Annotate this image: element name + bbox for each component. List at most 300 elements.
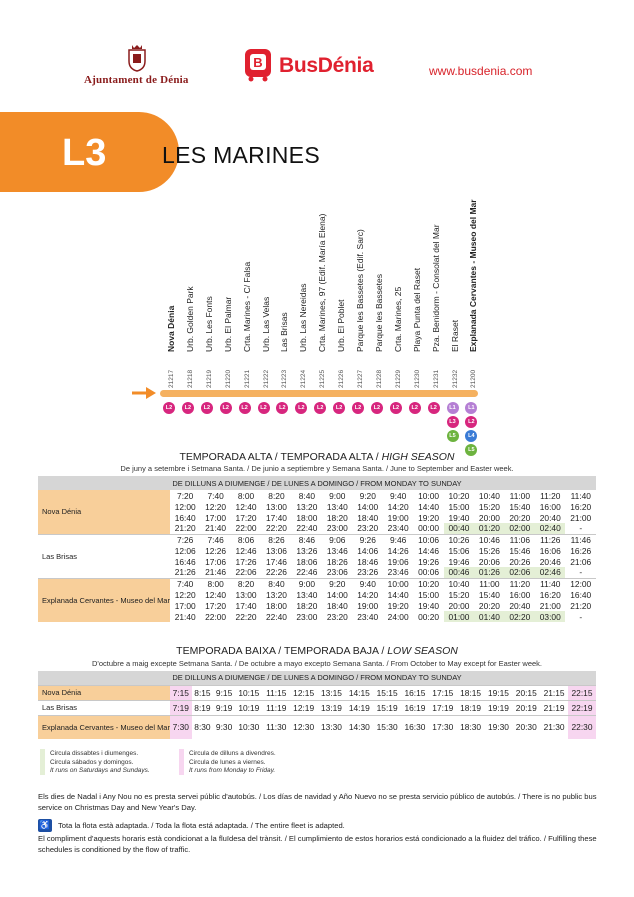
stop-code-label: 21224 xyxy=(300,369,308,388)
time-cell: - xyxy=(579,523,583,534)
time-cell: 11:00 xyxy=(509,490,530,501)
stop-name-column xyxy=(390,184,408,380)
stop-name-column xyxy=(409,184,427,380)
line-badge-l2: L2 xyxy=(333,402,345,414)
time-cell: 12:40 xyxy=(235,501,257,512)
time-cell: 20:20 xyxy=(478,600,500,611)
stop-name: Urb. Les Fonts xyxy=(203,296,214,352)
time-cell: 16:19 xyxy=(401,700,429,715)
line-badge-l2: L2 xyxy=(163,402,175,414)
time-cell: 8:40 xyxy=(298,490,316,501)
time-cell: 13:00 xyxy=(235,589,257,600)
time-cell: 8:00 xyxy=(237,490,255,501)
time-cell: 12:06 xyxy=(174,545,196,556)
time-cell: 17:26 xyxy=(235,556,257,567)
time-cell: 16:15 xyxy=(401,685,429,700)
table-row xyxy=(38,715,596,739)
time-cell: 20:06 xyxy=(478,556,500,567)
line-badge-l5: L5 xyxy=(447,430,459,442)
time-cell: 17:20 xyxy=(235,512,257,523)
time-cell: 12:20 xyxy=(174,589,196,600)
stop-name: Parque les Bassetes (Edif. Sarc) xyxy=(355,229,365,352)
time-cell: 19:20 xyxy=(387,600,409,611)
stop-name: Urb. El Palmar xyxy=(222,296,233,352)
table-row xyxy=(38,490,596,501)
time-cell: 10:26 xyxy=(444,534,474,545)
time-cell: 02:20 xyxy=(505,611,535,622)
time-cell: 22:26 xyxy=(265,567,287,578)
city-council-label: Ajuntament de Dénia xyxy=(84,74,189,86)
time-cell: 20:40 xyxy=(509,600,531,611)
time-cell: 7:40 xyxy=(207,490,224,501)
direction-arrow-icon xyxy=(132,387,156,399)
stop-code xyxy=(333,358,351,392)
stop-code xyxy=(465,358,483,392)
stop-name: Crta. Marines - C/ Falsa xyxy=(241,261,252,352)
time-cell: 20:00 xyxy=(478,512,500,523)
time-cell: 18:46 xyxy=(357,556,379,567)
time-cell: 7:46 xyxy=(200,534,230,545)
line-badge-l2: L2 xyxy=(409,402,421,414)
route-line xyxy=(160,390,478,397)
time-cell: 11:40 xyxy=(535,578,565,589)
time-cell: 19:46 xyxy=(448,556,470,567)
time-cell: 14:26 xyxy=(387,545,409,556)
stop-name: Urb. Las Nereidas xyxy=(298,283,309,352)
stop-cell: Explanada Cervantes - Museo del Mar xyxy=(38,715,170,739)
time-cell: 21:20 xyxy=(174,523,196,534)
time-cell: 01:20 xyxy=(474,523,504,534)
time-cell: 9:40 xyxy=(389,490,407,501)
table-row xyxy=(38,578,596,589)
stop-code-label: 21231 xyxy=(432,369,440,388)
time-cell: 21:46 xyxy=(205,567,227,578)
time-cell: 9:40 xyxy=(353,578,383,589)
stop-code-label: 21225 xyxy=(319,369,327,388)
stop-name: Crta. Marines, 97 (Edif. María Elena) xyxy=(317,213,328,352)
time-cell: 15:19 xyxy=(373,700,401,715)
time-cell: 14:00 xyxy=(326,589,348,600)
time-cell: 9:20 xyxy=(359,490,376,501)
time-cell: 7:20 xyxy=(177,490,194,501)
stop-name-column xyxy=(239,184,257,380)
stop-name-column xyxy=(201,184,219,380)
time-cell: 22:00 xyxy=(205,611,227,622)
time-cell: 7:26 xyxy=(170,534,200,545)
time-cell: 03:00 xyxy=(535,611,565,622)
time-cell: 22:40 xyxy=(296,523,318,534)
time-cell: 14:20 xyxy=(357,589,379,600)
stop-code xyxy=(258,358,276,392)
time-cell: 10:40 xyxy=(478,490,500,501)
time-cell: 10:15 xyxy=(235,685,263,700)
line-badge-l1: L1 xyxy=(465,402,477,414)
fleet-note: Tota la flota està adaptada. / Toda la flota está adaptada. / The entire fleet is adapted. xyxy=(58,821,345,830)
stop-name-column xyxy=(295,184,313,380)
time-cell: 19:40 xyxy=(418,600,440,611)
time-cell: 9:00 xyxy=(292,578,322,589)
time-cell: 21:00 xyxy=(570,512,592,523)
bus-logo-icon xyxy=(244,48,272,82)
time-cell: 24:00 xyxy=(387,611,409,622)
time-cell: 13:06 xyxy=(265,545,287,556)
time-cell: 12:26 xyxy=(205,545,227,556)
time-cell: 15:06 xyxy=(448,545,470,556)
line-badge-l2: L2 xyxy=(239,402,251,414)
time-cell: 13:00 xyxy=(265,501,287,512)
time-cell: 19:00 xyxy=(357,600,379,611)
time-cell: 11:15 xyxy=(263,685,290,700)
time-cell: 16:20 xyxy=(539,589,561,600)
legend-swatch-weekend xyxy=(40,749,45,775)
time-cell: - xyxy=(579,567,583,578)
time-cell: 00:40 xyxy=(444,523,474,534)
low-season-title: TEMPORADA BAIXA / TEMPORADA BAJA / LOW SEASON xyxy=(176,645,458,657)
line-badge-l2: L2 xyxy=(428,402,440,414)
low-season-subtitle: D'octubre a maig excepte Setmana Santa. / De octubre a mayo excepto Semana Santa. / From October to May except for Easter week. xyxy=(92,659,542,668)
time-cell: 11:00 xyxy=(474,578,504,589)
stop-name-column xyxy=(352,184,370,380)
time-cell: 8:20 xyxy=(268,490,285,501)
line-badge-l2: L2 xyxy=(295,402,307,414)
time-cell: 8:19 xyxy=(192,700,214,715)
table-row xyxy=(38,700,596,715)
stop-name: Urb. Golden Park xyxy=(184,286,195,352)
time-cell: 22:15 xyxy=(568,685,596,700)
time-cell: 23:40 xyxy=(387,523,409,534)
time-cell: 22:20 xyxy=(265,523,287,534)
time-cell: 20:00 xyxy=(448,600,470,611)
time-cell: 02:00 xyxy=(505,523,535,534)
time-cell: 16:46 xyxy=(174,556,196,567)
stop-code-label: 21221 xyxy=(243,369,251,388)
stop-name: Crta. Marines, 25 xyxy=(392,286,403,352)
time-cell: 8:30 xyxy=(192,715,214,739)
stop-name-column xyxy=(276,184,294,380)
time-cell: 18:30 xyxy=(457,715,485,739)
wheelchair-icon: ♿ xyxy=(39,820,51,830)
time-cell: 20:26 xyxy=(509,556,531,567)
time-cell: 02:46 xyxy=(535,567,565,578)
line-badge-l2: L2 xyxy=(182,402,194,414)
time-cell: 22:30 xyxy=(568,715,596,739)
stop-name: Parque les Bassetes xyxy=(373,274,384,352)
traffic-note: El compliment d'aquests horaris està condicionat a la fluïdesa del trànsit. / El cumplimiento de estos horarios está condicionado a la fluidez del tráfico. / Fulfilling these schedules is conditioned by the flow of traffic. xyxy=(38,834,597,854)
time-cell: 11:30 xyxy=(263,715,290,739)
time-cell: 8:40 xyxy=(261,578,291,589)
time-cell: 9:30 xyxy=(213,715,235,739)
stop-cell: Las Brisas xyxy=(38,700,170,715)
time-cell: 20:20 xyxy=(509,512,531,523)
stop-name: Las Brisas xyxy=(279,312,290,352)
time-cell: 16:06 xyxy=(539,545,561,556)
time-cell: 01:40 xyxy=(474,611,504,622)
stop-code xyxy=(371,358,389,392)
time-cell: 17:20 xyxy=(205,600,227,611)
stop-code-label: 21219 xyxy=(205,369,213,388)
time-cell: 19:19 xyxy=(485,700,513,715)
time-cell: 8:00 xyxy=(200,578,230,589)
stop-code xyxy=(239,358,257,392)
time-cell: 23:40 xyxy=(357,611,379,622)
stop-name-column xyxy=(371,184,389,380)
time-cell: 14:20 xyxy=(387,501,409,512)
stop-name-column xyxy=(220,184,238,380)
time-cell: 18:15 xyxy=(457,685,485,700)
time-cell: 13:40 xyxy=(326,501,348,512)
time-cell: 11:20 xyxy=(540,490,561,501)
stop-code xyxy=(201,358,219,392)
stop-name-column xyxy=(465,184,483,380)
time-cell: 19:00 xyxy=(387,512,409,523)
stop-name: Urb. El Poblet xyxy=(336,299,347,352)
time-cell: 12:00 xyxy=(174,501,196,512)
stop-code-label: 21200 xyxy=(470,369,478,388)
time-cell: 14:15 xyxy=(345,685,373,700)
stop-code xyxy=(447,358,465,392)
time-cell: 17:00 xyxy=(205,512,227,523)
time-cell: 9:20 xyxy=(322,578,352,589)
time-cell: 22:20 xyxy=(235,611,257,622)
time-cell: 00:00 xyxy=(418,523,440,534)
time-cell: 19:26 xyxy=(418,556,440,567)
line-badge-l2: L2 xyxy=(352,402,364,414)
time-cell: 10:19 xyxy=(235,700,263,715)
time-cell: 14:00 xyxy=(357,501,379,512)
time-cell: 15:00 xyxy=(418,589,440,600)
stop-name-column xyxy=(258,184,276,380)
time-cell: 14:19 xyxy=(345,700,373,715)
time-cell: 16:00 xyxy=(509,589,531,600)
time-cell: 17:06 xyxy=(205,556,227,567)
time-cell: 16:30 xyxy=(401,715,429,739)
legend-weekday: Circula de dilluns a divendres. Circula de lunes a viernes. It runs from Monday to Friday. xyxy=(189,750,276,775)
time-cell: 18:26 xyxy=(326,556,348,567)
stop-code-label: 21222 xyxy=(262,369,270,388)
time-cell: 11:20 xyxy=(505,578,535,589)
time-cell: 21:15 xyxy=(540,685,568,700)
stop-name-column xyxy=(447,184,465,380)
time-cell: 23:20 xyxy=(357,523,379,534)
stop-code-label: 21228 xyxy=(375,369,383,388)
time-cell: 10:06 xyxy=(413,534,443,545)
time-cell: 21:06 xyxy=(570,556,592,567)
time-cell: 15:46 xyxy=(509,545,531,556)
time-cell: 17:30 xyxy=(429,715,457,739)
line-name: LES MARINES xyxy=(162,142,320,168)
stop-code xyxy=(352,358,370,392)
time-cell: 00:46 xyxy=(444,567,474,578)
time-cell: 17:46 xyxy=(265,556,287,567)
time-cell: 10:20 xyxy=(413,578,443,589)
stop-code xyxy=(276,358,294,392)
time-cell: 18:00 xyxy=(265,600,287,611)
time-cell: 12:19 xyxy=(290,700,318,715)
time-cell: 18:19 xyxy=(457,700,485,715)
city-crest-icon xyxy=(126,44,148,72)
svg-text:B: B xyxy=(253,55,263,70)
time-cell: 13:46 xyxy=(326,545,348,556)
time-cell: 22:40 xyxy=(265,611,287,622)
holiday-note: Els dies de Nadal i Any Nou no es presta servei públic d'autobús. / Los días de navidad y Año Nuevo no se presta servicio público de autobús. / There is no public bus service on Christmas Day and New Year's Day. xyxy=(38,792,597,812)
stop-name-column xyxy=(182,184,200,380)
time-cell: 13:19 xyxy=(318,700,346,715)
time-cell: 22:06 xyxy=(235,567,257,578)
time-cell: 17:15 xyxy=(429,685,457,700)
line-badge-l4: L4 xyxy=(465,430,477,442)
time-cell: 00:20 xyxy=(418,611,440,622)
time-cell: 8:46 xyxy=(292,534,322,545)
time-cell: 17:19 xyxy=(429,700,457,715)
time-cell: 10:00 xyxy=(418,490,440,501)
stop-code-label: 21232 xyxy=(451,369,459,388)
time-cell: 8:20 xyxy=(231,578,261,589)
time-cell: 23:00 xyxy=(326,523,348,534)
time-cell: 8:26 xyxy=(261,534,291,545)
time-cell: 14:30 xyxy=(345,715,373,739)
time-cell: 23:46 xyxy=(387,567,409,578)
stop-code-label: 21226 xyxy=(338,369,346,388)
time-cell: 23:26 xyxy=(357,567,379,578)
time-cell: 15:20 xyxy=(448,589,470,600)
stop-code-label: 21220 xyxy=(224,369,232,388)
brand-name: BusDénia xyxy=(279,54,374,77)
time-cell: 13:15 xyxy=(318,685,346,700)
stop-cell: Nova Dénia xyxy=(38,685,170,700)
time-cell: 18:40 xyxy=(357,512,379,523)
time-cell: 21:19 xyxy=(540,700,568,715)
stop-code-label: 21229 xyxy=(394,369,402,388)
time-cell: 16:20 xyxy=(570,501,592,512)
line-code: L3 xyxy=(62,132,107,174)
time-cell: 7:15 xyxy=(170,685,192,700)
time-cell: 12:20 xyxy=(205,501,227,512)
time-cell: 00:06 xyxy=(418,567,440,578)
time-cell: 15:40 xyxy=(509,501,531,512)
stop-name-column xyxy=(333,184,351,380)
legend-swatch-weekday xyxy=(179,749,184,775)
table-header: DE DILLUNS A DIUMENGE / DE LUNES A DOMINGO / FROM MONDAY TO SUNDAY xyxy=(38,671,596,685)
time-cell: 15:40 xyxy=(478,589,500,600)
time-cell: 21:00 xyxy=(539,600,561,611)
time-cell: 11:40 xyxy=(570,490,591,501)
stop-code-label: 21230 xyxy=(413,369,421,388)
time-cell: 21:40 xyxy=(174,611,196,622)
time-cell: 15:30 xyxy=(373,715,401,739)
line-badge-l5: L5 xyxy=(465,444,477,456)
time-cell: 9:19 xyxy=(213,700,235,715)
time-cell: 19:30 xyxy=(485,715,513,739)
line-badge-l2: L2 xyxy=(314,402,326,414)
stop-name-column xyxy=(163,184,181,380)
time-cell: 19:15 xyxy=(485,685,513,700)
time-cell: 16:40 xyxy=(570,589,592,600)
time-cell: 13:20 xyxy=(296,501,318,512)
time-cell: 15:20 xyxy=(478,501,500,512)
time-cell: 17:00 xyxy=(174,600,196,611)
stop-code xyxy=(390,358,408,392)
time-cell: 12:46 xyxy=(235,545,257,556)
time-cell: 10:46 xyxy=(474,534,504,545)
time-cell: 8:06 xyxy=(231,534,261,545)
line-badge-l2: L2 xyxy=(465,416,477,428)
stop-code xyxy=(182,358,200,392)
time-cell: 12:40 xyxy=(205,589,227,600)
time-cell: 10:20 xyxy=(448,490,470,501)
stop-name-column xyxy=(428,184,446,380)
stop-name: Explanada Cervantes - Museo del Mar xyxy=(468,199,479,352)
time-cell: 20:15 xyxy=(512,685,540,700)
time-cell: 9:06 xyxy=(322,534,352,545)
time-cell: 02:06 xyxy=(505,567,535,578)
time-cell: 10:40 xyxy=(444,578,474,589)
time-cell: 13:26 xyxy=(296,545,318,556)
time-cell: 11:19 xyxy=(263,700,290,715)
high-season-table xyxy=(38,476,596,622)
stop-cell: Las Brisas xyxy=(38,534,170,578)
time-cell: 13:40 xyxy=(296,589,318,600)
stop-code-label: 21223 xyxy=(281,369,289,388)
line-badge-l2: L2 xyxy=(201,402,213,414)
time-cell: 7:40 xyxy=(170,578,200,589)
table-header: DE DILLUNS A DIUMENGE / DE LUNES A DOMINGO / FROM MONDAY TO SUNDAY xyxy=(38,476,596,490)
time-cell: 19:40 xyxy=(448,512,470,523)
line-badge-l2: L2 xyxy=(390,402,402,414)
time-cell: 22:46 xyxy=(296,567,318,578)
time-cell: 21:40 xyxy=(205,523,227,534)
time-cell: 11:46 xyxy=(565,534,596,545)
time-cell: 23:06 xyxy=(326,567,348,578)
time-cell: 21:30 xyxy=(540,715,568,739)
time-cell: 11:26 xyxy=(535,534,565,545)
time-cell: 9:00 xyxy=(329,490,346,501)
time-cell: 15:26 xyxy=(478,545,500,556)
line-badge-l2: L2 xyxy=(258,402,270,414)
website-link[interactable]: www.busdenia.com xyxy=(429,64,533,78)
time-cell: 23:00 xyxy=(296,611,318,622)
time-cell: 18:00 xyxy=(296,512,318,523)
stop-cell: Nova Dénia xyxy=(38,490,170,534)
time-cell: 21:26 xyxy=(174,567,196,578)
time-cell: 9:46 xyxy=(383,534,413,545)
time-cell: 20:19 xyxy=(512,700,540,715)
table-row xyxy=(38,534,596,545)
time-cell: 18:20 xyxy=(296,600,318,611)
time-cell: 20:30 xyxy=(512,715,540,739)
time-cell: 12:00 xyxy=(565,578,596,589)
stop-name: Nova Dénia xyxy=(166,305,176,352)
legend-weekend: Circula dissabtes i diumenges. Circula sábados y domingos. It runs on Saturdays and Sundays. xyxy=(50,750,150,775)
high-season-subtitle: De juny a setembre i Setmana Santa. / De junio a septiembre y Semana Santa. / June to September and Easter week. xyxy=(120,464,514,473)
time-cell: 20:40 xyxy=(539,512,561,523)
stop-code-label: 21227 xyxy=(357,369,364,388)
time-cell: 8:15 xyxy=(192,685,214,700)
time-cell: 13:30 xyxy=(318,715,346,739)
line-badge-l2: L2 xyxy=(371,402,383,414)
stop-code xyxy=(295,358,313,392)
stop-code xyxy=(428,358,446,392)
time-cell: 19:06 xyxy=(387,556,409,567)
stop-name: Playa Punta del Raset xyxy=(411,267,422,352)
line-badge-l2: L2 xyxy=(220,402,232,414)
stop-code xyxy=(220,358,238,392)
time-cell: 15:15 xyxy=(373,685,401,700)
time-cell: 11:06 xyxy=(505,534,535,545)
stop-name-column xyxy=(314,184,332,380)
time-cell: 22:00 xyxy=(235,523,257,534)
time-cell: 9:26 xyxy=(353,534,383,545)
stop-cell: Explanada Cervantes - Museo del Mar xyxy=(38,578,170,622)
